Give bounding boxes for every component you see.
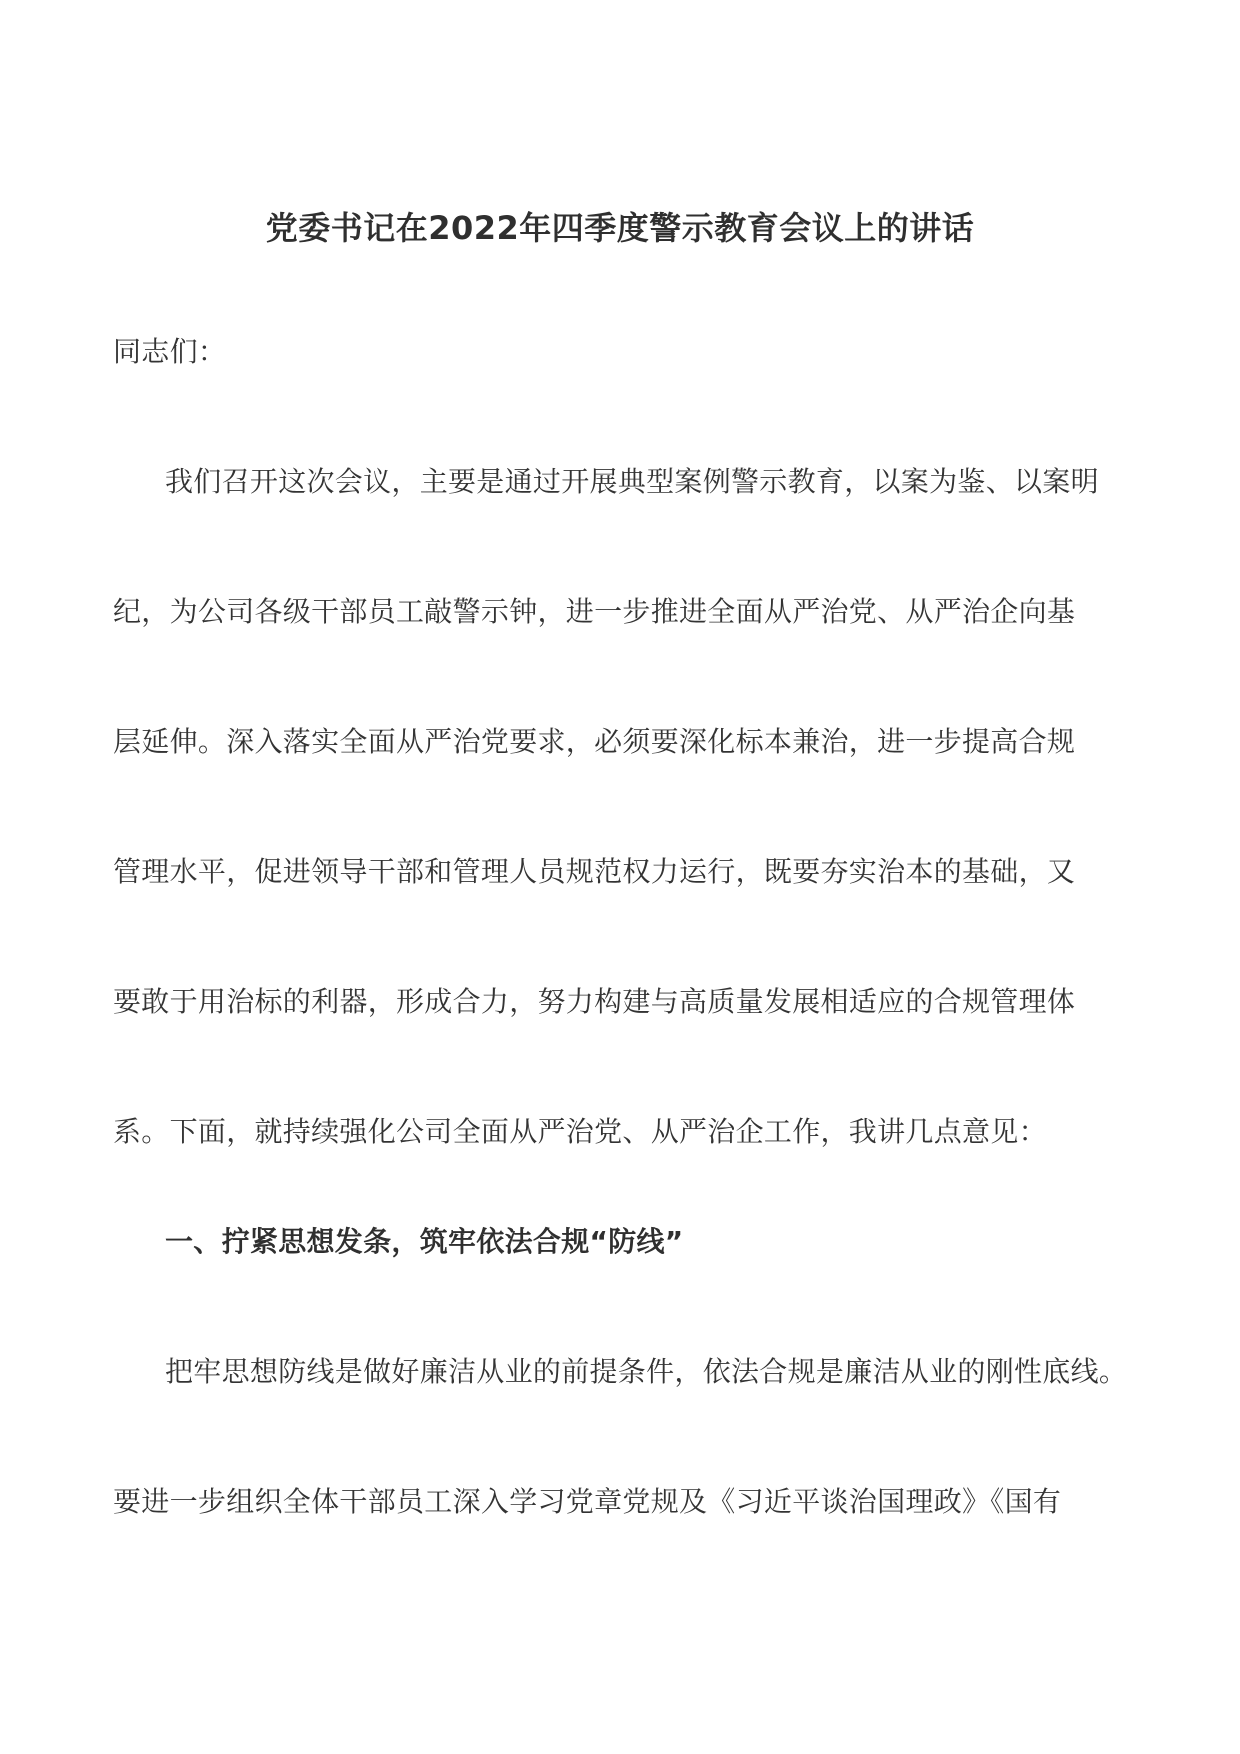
document-title: 党委书记在2022年四季度警示教育会议上的讲话 xyxy=(265,209,975,247)
paragraph-line: 管理水平，促进领导干部和管理人员规范权力运行，既要夯实治本的基础，又 xyxy=(113,855,1076,888)
paragraph-line: 把牢思想防线是做好廉洁从业的前提条件，依法合规是廉洁从业的刚性底线。 xyxy=(165,1355,1128,1388)
section-heading: 一、拧紧思想发条，筑牢依法合规“防线” xyxy=(165,1225,684,1258)
salutation: 同志们： xyxy=(113,335,227,368)
paragraph-line: 系。下面，就持续强化公司全面从严治党、从严治企工作，我讲几点意见： xyxy=(113,1115,1047,1148)
paragraph-line: 要敢于用治标的利器，形成合力，努力构建与高质量发展相适应的合规管理体 xyxy=(113,985,1076,1018)
paragraph-line: 我们召开这次会议，主要是通过开展典型案例警示教育，以案为鉴、以案明 xyxy=(165,465,1099,498)
paragraph-line: 纪，为公司各级干部员工敲警示钟，进一步推进全面从严治党、从严治企向基 xyxy=(113,595,1076,628)
paragraph-line: 层延伸。深入落实全面从严治党要求，必须要深化标本兼治，进一步提高合规 xyxy=(113,725,1076,758)
paragraph-line: 要进一步组织全体干部员工深入学习党章党规及《习近平谈治国理政》《国有 xyxy=(113,1485,1062,1518)
